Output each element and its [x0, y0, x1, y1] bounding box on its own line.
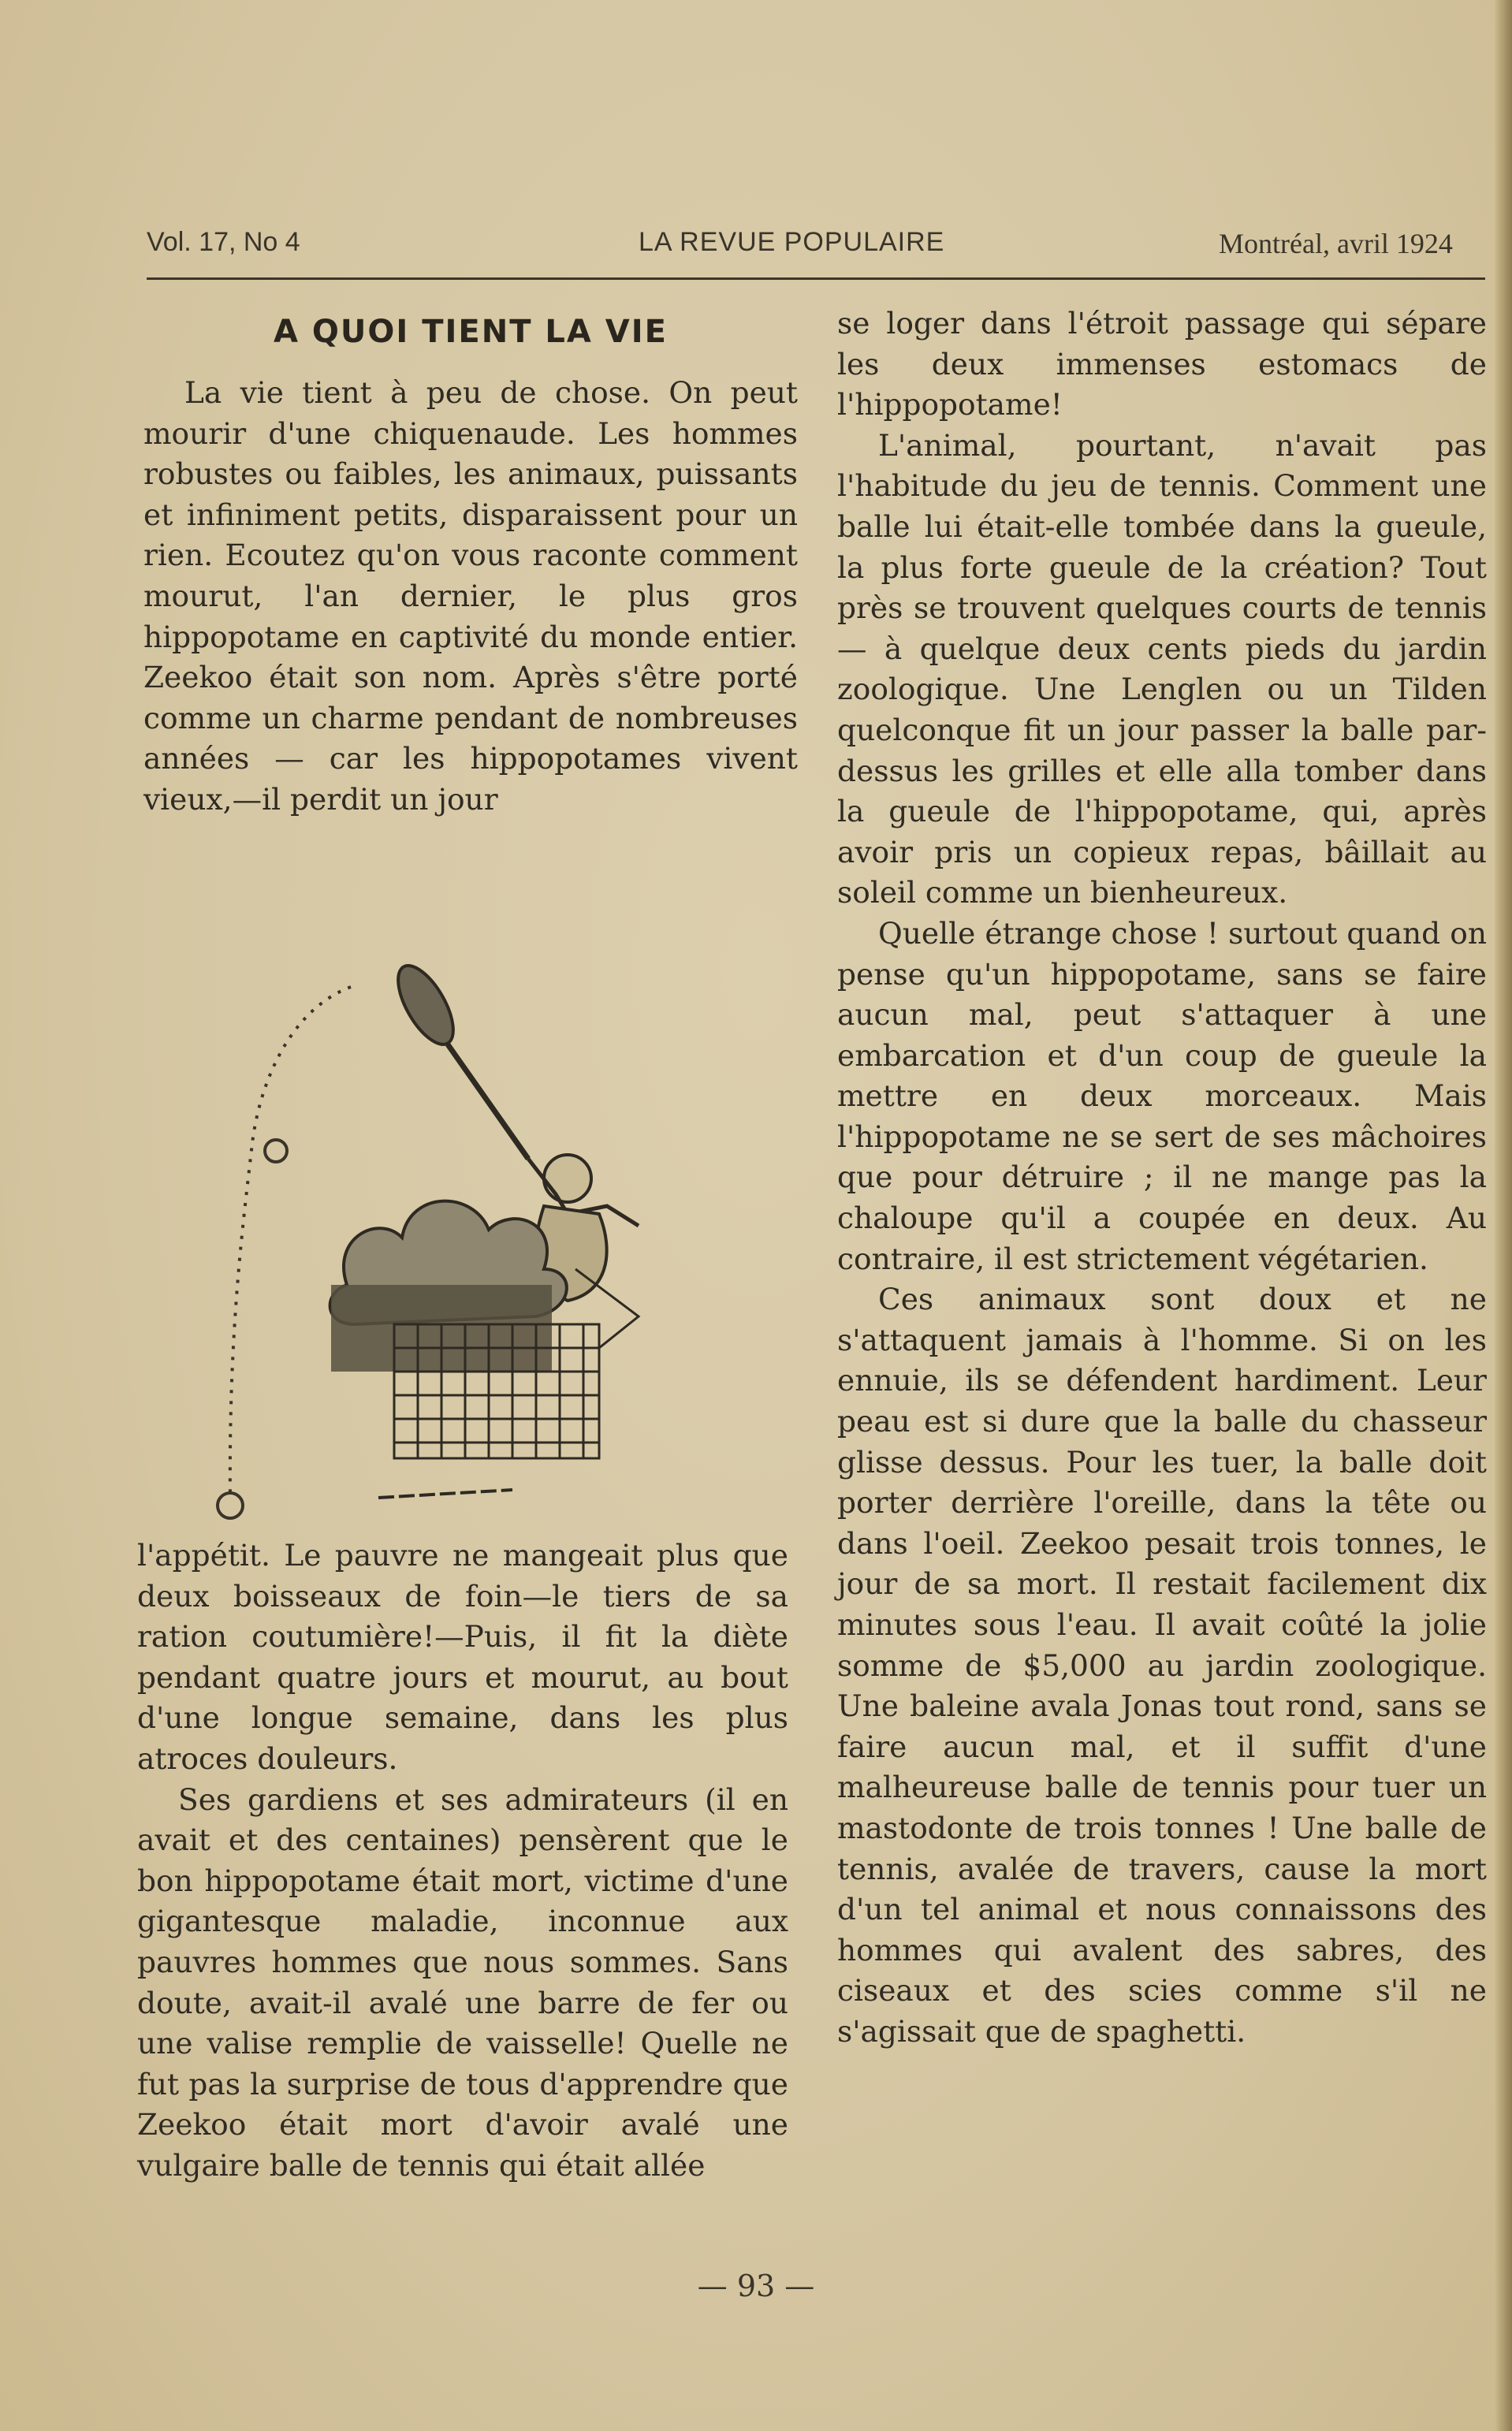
publication-title: LA REVUE POPULAIRE [639, 227, 945, 257]
issue-date: Montréal, avril 1924 [1219, 228, 1453, 259]
page-header [147, 227, 1487, 266]
volume-label: Vol. 17, No 4 [147, 227, 300, 257]
paragraph: se loger dans l'étroit passage qui sépare les deux immenses estomacs de l'hippopotame! [837, 306, 1487, 423]
right-column [837, 303, 1487, 2053]
paragraph: Ces animaux sont doux et ne s'attaquent jamais à l'homme. Si on les ennuie, ils se défendent hardiment. Leur peau est si dure que la balle du chasseur glisse dessus. Pour les tuer, la balle doit porter derrière l'oreille, dans la tête ou dans l'oeil. Zeekoo pesait trois tonnes, le jour de sa mort. Il restait facilement dix minutes sous l'eau. Il avait coûté la jolie somme de $5,000 au jardin zoologique. Une baleine avala Jonas tout rond, sans se faire aucun mal, et il suffit d'une malheureuse balle de tennis pour tuer un mastodonte de trois tonnes ! Une balle de tennis, avalée de travers, cause la mort d'un tel animal et nous connaissons des hommes qui avalent des sabres, des ciseaux et des scies comme s'il ne s'agissait que de spaghetti. [837, 1282, 1487, 2049]
paragraph: La vie tient à peu de chose. On peut mourir d'une chiquenaude. Les hommes robustes ou faibles, les animaux, puissants et infiniment petits, disparaissent pour un rien. Ecoutez qu'on vous raconte comment mourut, l'an dernier, le plus gros hippopotame en captivité du monde entier. Zeekoo était son nom. Après s'être porté comme un charme pendant de nombreuses années — car les hippopotames vivent vieux,—il perdit un jour [143, 375, 798, 817]
tennis-player-illustration [197, 954, 780, 1521]
header-rule [147, 277, 1485, 280]
paragraph: Ses gardiens et ses admirateurs (il en avait et des centaines) pensèrent que le bon hippopotame était mort, victime d'une gigantesque maladie, inconnue aux pauvres hommes que nous sommes. Sans doute, avait-il avalé une barre de fer ou une valise remplie de vaisselle! Quelle ne fut pas la surprise de tous d'apprendre que Zeekoo était mort d'avoir avalé une vulgaire balle de tennis qui était allée [137, 1781, 788, 2183]
paragraph: L'animal, pourtant, n'avait pas l'habitude du jeu de tennis. Comment une balle lui était-elle tombée dans la gueule, la plus forte gueule de la création? Tout près se trouvent quelques courts de tennis — à quelque deux cents pieds du jardin zoologique. Une Lenglen ou un Tilden quelconque fit un jour passer la balle par-dessus les grilles et elle alla tomber dans la gueule de l'hippopotame, qui, après avoir pris un copieux repas, bâillait au soleil comme un bienheureux. [837, 427, 1487, 910]
left-column-top [143, 303, 798, 821]
paragraph: Quelle étrange chose ! surtout quand on pense qu'un hippopotame, sans se faire aucun mal, peut s'attaquer à une embarcation et d'un coup de gueule la mettre en deux morceaux. Mais l'hippopotame ne se sert de ses mâchoires que pour détruire ; il ne mange pas la chaloupe qu'il a coupée en deux. Au contraire, il est strictement végétarien. [837, 915, 1487, 1276]
left-column-bottom [137, 1536, 788, 2187]
page-edge [1495, 0, 1512, 2431]
article-title: A QUOI TIENT LA VIE [274, 314, 668, 350]
page-number: — 93 — [697, 2269, 815, 2303]
paragraph: l'appétit. Le pauvre ne mangeait plus que deux boisseaux de foin—le tiers de sa ration coutumière!—Puis, il fit la diète pendant quatre jours et mourut, au bout d'une longue semaine, dans les plus atroces douleurs. [137, 1538, 788, 1776]
